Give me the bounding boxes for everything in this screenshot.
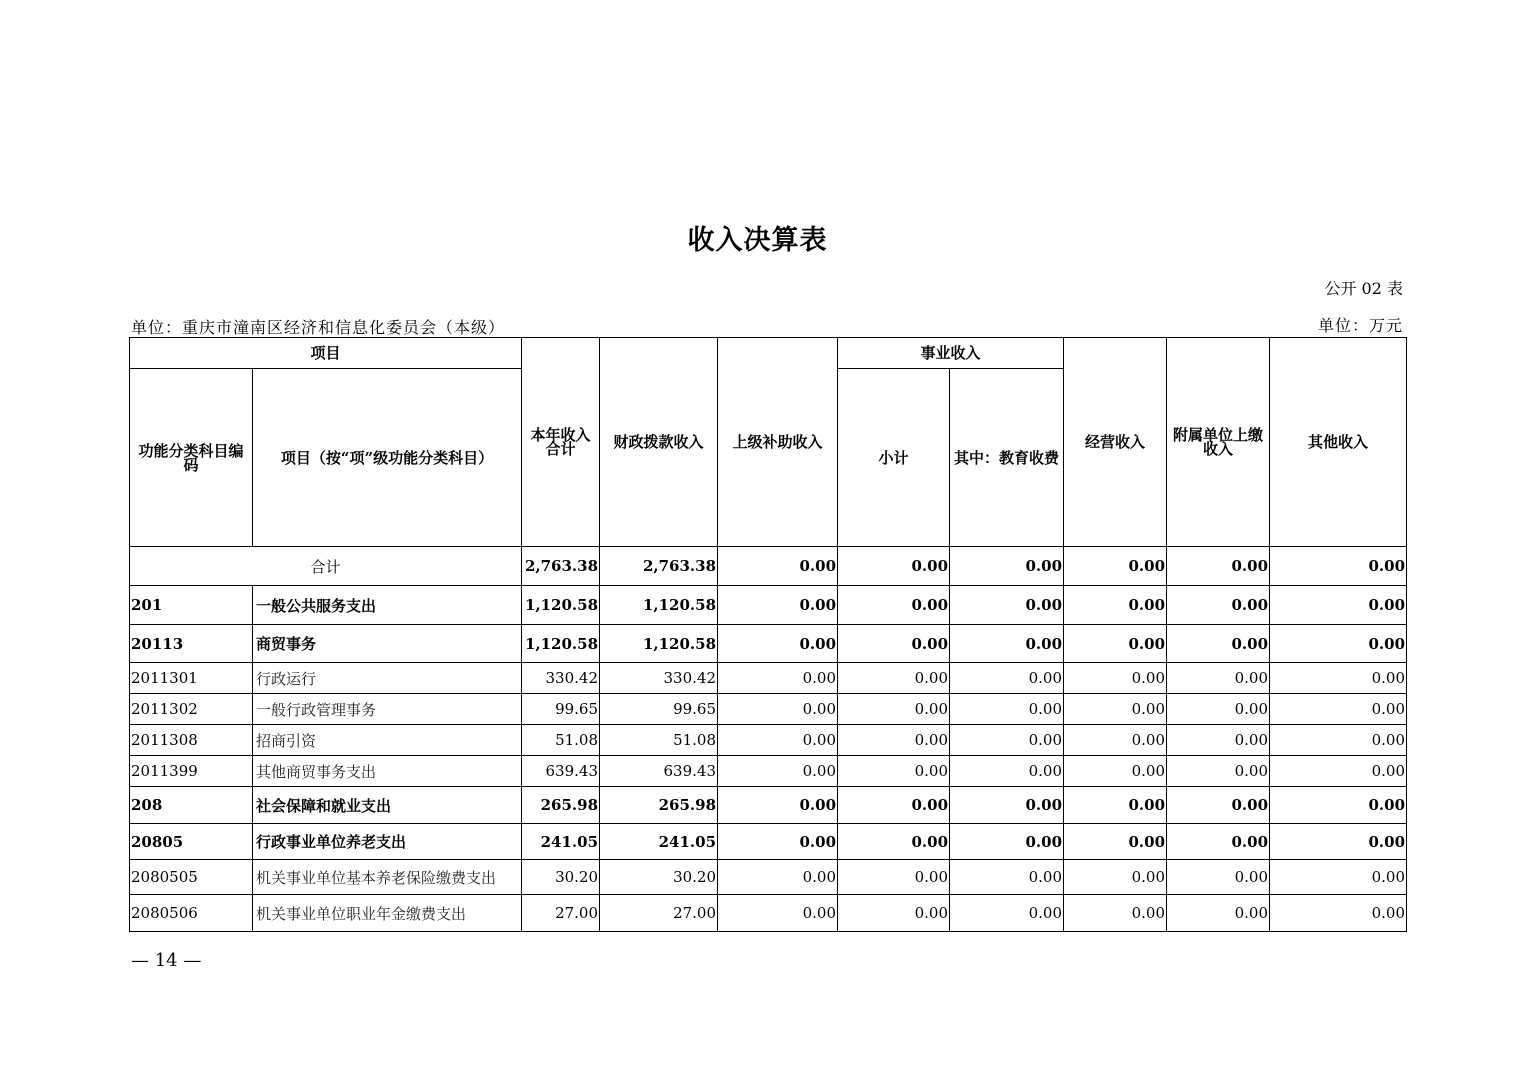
amount-cell: 0.00 bbox=[1167, 895, 1270, 932]
item-name-cell: 机关事业单位职业年金缴费支出 bbox=[253, 895, 522, 932]
amount-cell: 27.00 bbox=[522, 895, 600, 932]
func-code-cell: 2011399 bbox=[130, 756, 253, 787]
amount-cell: 0.00 bbox=[1167, 860, 1270, 895]
amount-cell: 51.08 bbox=[522, 725, 600, 756]
amount-cell: 0.00 bbox=[1270, 694, 1407, 725]
amount-cell: 0.00 bbox=[718, 756, 838, 787]
amount-cell: 639.43 bbox=[600, 756, 718, 787]
amount-cell: 51.08 bbox=[600, 725, 718, 756]
amount-cell: 0.00 bbox=[718, 725, 838, 756]
amount-cell: 1,120.58 bbox=[522, 586, 600, 625]
item-name-cell: 一般公共服务支出 bbox=[253, 586, 522, 625]
amount-cell: 0.00 bbox=[838, 787, 950, 824]
currency-unit: 单位：万元 bbox=[1317, 316, 1403, 335]
amount-cell: 241.05 bbox=[600, 824, 718, 860]
income-statement-table bbox=[129, 337, 1407, 932]
amount-cell: 0.00 bbox=[1064, 694, 1167, 725]
amount-cell: 0.00 bbox=[1270, 895, 1407, 932]
item-name-cell: 招商引资 bbox=[253, 725, 522, 756]
amount-cell: 0.00 bbox=[950, 756, 1064, 787]
amount-cell: 0.00 bbox=[950, 895, 1064, 932]
header-item-name: 项目（按“项”级功能分类科目） bbox=[253, 369, 522, 547]
header-fiscal: 财政拨款收入 bbox=[600, 338, 718, 547]
amount-cell: 0.00 bbox=[838, 756, 950, 787]
amount-cell: 30.20 bbox=[522, 860, 600, 895]
amount-cell: 330.42 bbox=[600, 663, 718, 694]
header-func-code: 功能分类科目编码 bbox=[130, 369, 253, 547]
amount-cell: 0.00 bbox=[1270, 787, 1407, 824]
amount-cell: 0.00 bbox=[838, 625, 950, 663]
table-row bbox=[130, 694, 1407, 725]
amount-cell: 0.00 bbox=[1064, 824, 1167, 860]
amount-cell: 0.00 bbox=[838, 895, 950, 932]
amount-cell: 1,120.58 bbox=[522, 625, 600, 663]
reporting-unit: 单位：重庆市潼南区经济和信息化委员会（本级） bbox=[131, 318, 506, 337]
table-row bbox=[130, 860, 1407, 895]
item-name-cell: 社会保障和就业支出 bbox=[253, 787, 522, 824]
amount-cell: 0.00 bbox=[1167, 725, 1270, 756]
header-other: 其他收入 bbox=[1270, 338, 1407, 547]
amount-cell: 0.00 bbox=[838, 663, 950, 694]
amount-cell: 0.00 bbox=[1064, 586, 1167, 625]
amount-cell: 0.00 bbox=[1064, 895, 1167, 932]
page-number: — 14 — bbox=[131, 950, 202, 971]
amount-cell: 1,120.58 bbox=[600, 625, 718, 663]
amount-cell: 0.00 bbox=[838, 694, 950, 725]
func-code-cell: 2080506 bbox=[130, 895, 253, 932]
form-number: 公开 02 表 bbox=[1324, 279, 1403, 298]
amount-cell: 0.00 bbox=[1167, 663, 1270, 694]
amount-cell: 0.00 bbox=[1064, 756, 1167, 787]
amount-cell: 0.00 bbox=[718, 586, 838, 625]
amount-cell: 0.00 bbox=[1270, 824, 1407, 860]
header-total-income: 本年收入合计 bbox=[522, 338, 600, 547]
amount-cell: 0.00 bbox=[950, 625, 1064, 663]
item-name-cell: 商贸事务 bbox=[253, 625, 522, 663]
amount-cell: 0.00 bbox=[838, 725, 950, 756]
amount-cell: 0.00 bbox=[950, 663, 1064, 694]
header-subtotal: 小计 bbox=[838, 369, 950, 547]
page-title: 收入决算表 bbox=[687, 225, 828, 256]
total-value: 0.00 bbox=[950, 547, 1064, 586]
amount-cell: 0.00 bbox=[718, 694, 838, 725]
amount-cell: 0.00 bbox=[1167, 625, 1270, 663]
total-value: 0.00 bbox=[838, 547, 950, 586]
amount-cell: 0.00 bbox=[1270, 756, 1407, 787]
total-value: 2,763.38 bbox=[600, 547, 718, 586]
func-code-cell: 20113 bbox=[130, 625, 253, 663]
total-value: 2,763.38 bbox=[522, 547, 600, 586]
amount-cell: 0.00 bbox=[718, 663, 838, 694]
amount-cell: 0.00 bbox=[1167, 824, 1270, 860]
amount-cell: 0.00 bbox=[1167, 756, 1270, 787]
amount-cell: 0.00 bbox=[1064, 663, 1167, 694]
total-value: 0.00 bbox=[1064, 547, 1167, 586]
item-name-cell: 其他商贸事务支出 bbox=[253, 756, 522, 787]
item-name-cell: 一般行政管理事务 bbox=[253, 694, 522, 725]
amount-cell: 0.00 bbox=[950, 586, 1064, 625]
amount-cell: 0.00 bbox=[1270, 663, 1407, 694]
amount-cell: 0.00 bbox=[718, 895, 838, 932]
amount-cell: 0.00 bbox=[1064, 625, 1167, 663]
header-career-group: 事业收入 bbox=[838, 338, 1064, 369]
amount-cell: 99.65 bbox=[522, 694, 600, 725]
amount-cell: 1,120.58 bbox=[600, 586, 718, 625]
amount-cell: 265.98 bbox=[600, 787, 718, 824]
table-row bbox=[130, 787, 1407, 824]
func-code-cell: 2011301 bbox=[130, 663, 253, 694]
func-code-cell: 2080505 bbox=[130, 860, 253, 895]
amount-cell: 30.20 bbox=[600, 860, 718, 895]
table-row bbox=[130, 725, 1407, 756]
func-code-cell: 2011308 bbox=[130, 725, 253, 756]
amount-cell: 0.00 bbox=[1270, 860, 1407, 895]
header-superior-subsidy: 上级补助收入 bbox=[718, 338, 838, 547]
total-row bbox=[130, 547, 1407, 586]
func-code-cell: 20805 bbox=[130, 824, 253, 860]
total-value: 0.00 bbox=[1167, 547, 1270, 586]
func-code-cell: 2011302 bbox=[130, 694, 253, 725]
amount-cell: 0.00 bbox=[718, 860, 838, 895]
amount-cell: 265.98 bbox=[522, 787, 600, 824]
func-code-cell: 201 bbox=[130, 586, 253, 625]
table-row bbox=[130, 895, 1407, 932]
amount-cell: 0.00 bbox=[1270, 625, 1407, 663]
table-row bbox=[130, 625, 1407, 663]
table-row bbox=[130, 824, 1407, 860]
total-value: 0.00 bbox=[1270, 547, 1407, 586]
item-name-cell: 行政事业单位养老支出 bbox=[253, 824, 522, 860]
func-code-cell: 208 bbox=[130, 787, 253, 824]
amount-cell: 0.00 bbox=[1167, 787, 1270, 824]
amount-cell: 0.00 bbox=[1167, 694, 1270, 725]
header-affiliated: 附属单位上缴收入 bbox=[1167, 338, 1270, 547]
table-body bbox=[130, 338, 1407, 932]
amount-cell: 0.00 bbox=[1270, 586, 1407, 625]
amount-cell: 0.00 bbox=[838, 586, 950, 625]
amount-cell: 0.00 bbox=[1064, 725, 1167, 756]
amount-cell: 0.00 bbox=[1167, 586, 1270, 625]
amount-cell: 0.00 bbox=[950, 725, 1064, 756]
amount-cell: 0.00 bbox=[950, 787, 1064, 824]
item-name-cell: 行政运行 bbox=[253, 663, 522, 694]
table-row bbox=[130, 663, 1407, 694]
amount-cell: 0.00 bbox=[838, 860, 950, 895]
amount-cell: 330.42 bbox=[522, 663, 600, 694]
amount-cell: 0.00 bbox=[950, 694, 1064, 725]
amount-cell: 27.00 bbox=[600, 895, 718, 932]
header-operating: 经营收入 bbox=[1064, 338, 1167, 547]
amount-cell: 99.65 bbox=[600, 694, 718, 725]
amount-cell: 0.00 bbox=[718, 824, 838, 860]
amount-cell: 241.05 bbox=[522, 824, 600, 860]
header-education-fee: 其中：教育收费 bbox=[950, 369, 1064, 547]
amount-cell: 0.00 bbox=[1064, 787, 1167, 824]
table-row bbox=[130, 756, 1407, 787]
total-label: 合计 bbox=[130, 547, 522, 586]
total-value: 0.00 bbox=[718, 547, 838, 586]
item-name-cell: 机关事业单位基本养老保险缴费支出 bbox=[253, 860, 522, 895]
amount-cell: 0.00 bbox=[1270, 725, 1407, 756]
amount-cell: 0.00 bbox=[950, 824, 1064, 860]
amount-cell: 0.00 bbox=[838, 824, 950, 860]
amount-cell: 639.43 bbox=[522, 756, 600, 787]
table-row bbox=[130, 586, 1407, 625]
amount-cell: 0.00 bbox=[718, 625, 838, 663]
header-item-group: 项目 bbox=[130, 338, 522, 369]
amount-cell: 0.00 bbox=[718, 787, 838, 824]
amount-cell: 0.00 bbox=[950, 860, 1064, 895]
amount-cell: 0.00 bbox=[1064, 860, 1167, 895]
